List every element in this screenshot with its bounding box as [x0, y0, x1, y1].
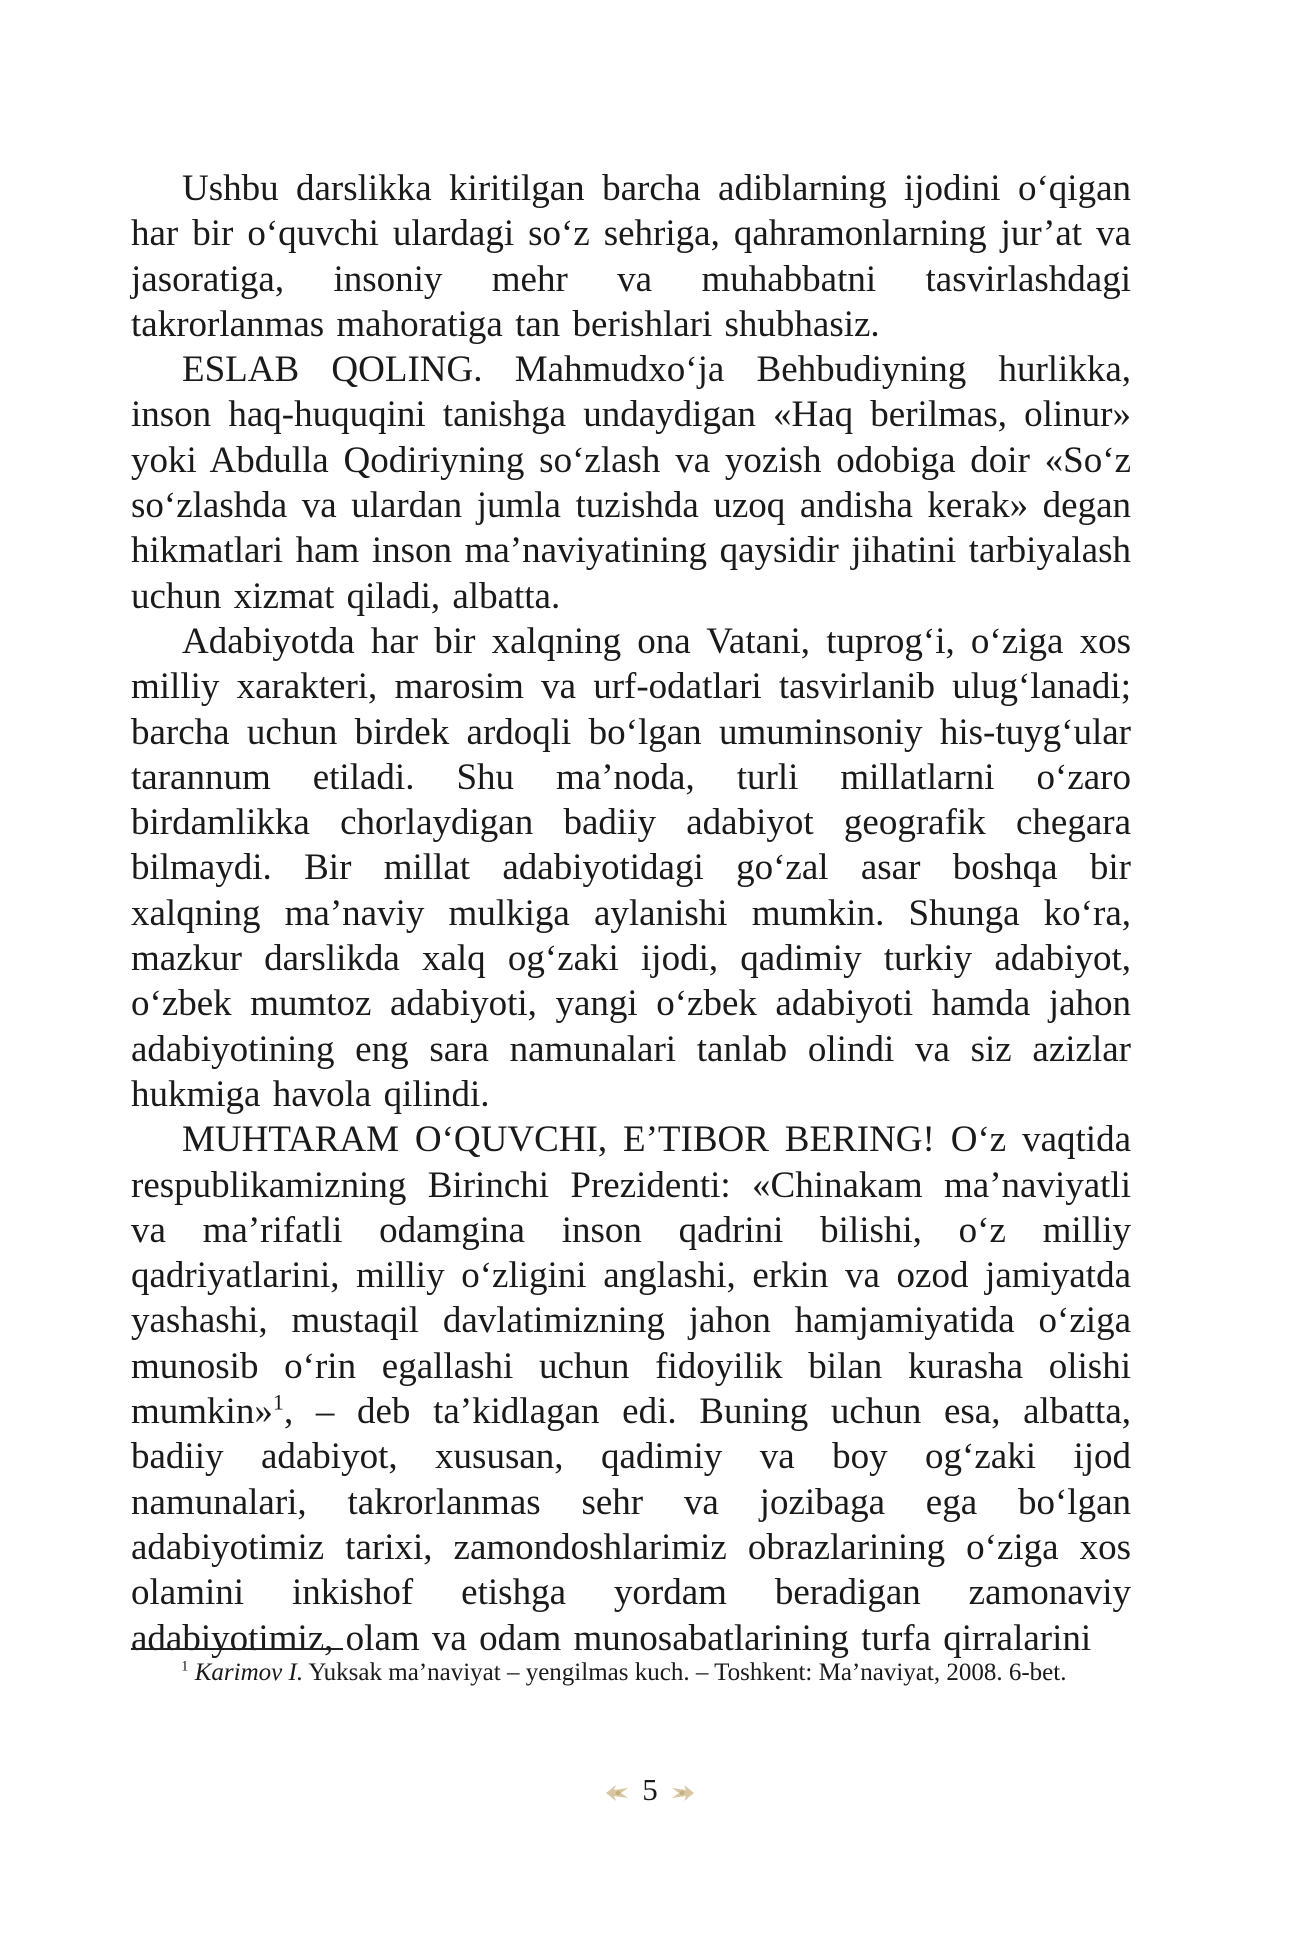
right-ornament-icon: [670, 1782, 696, 1804]
page-footer: [0, 1770, 1300, 1810]
footnote-author: Karimov I.: [194, 1659, 304, 1686]
page-number: 5: [642, 1772, 658, 1807]
paragraph-3: Adabiyotda har bir xalqning ona Vatani, tuprog‘i, o‘ziga xos milliy xarakteri, marosim va urf-odatlari tasvirlanib ulug‘lanadi; barcha uchun birdek ardoqli bo‘lgan umuminsoniy his-tuyg‘ular tarannum etiladi. Shu ma’noda, turli millatlarni o‘zaro birdamlikka chorlaydigan badiiy adabiyot geografik chegara bilmaydi. Bir millat adabiyotidagi go‘zal asar boshqa bir xalqning ma’naviy mulkiga aylanishi mumkin. Shunga ko‘ra, mazkur darslikda xalq og‘zaki ijodi, qadimiy turkiy adabiyot, o‘zbek mumtoz adabiyoti, yangi o‘zbek adabiyoti hamda jahon adabiyotining eng sara namunalari tanlab olindi va siz azizlar hukmiga havola qilindi.: [131, 620, 1131, 1115]
left-ornament-icon: [604, 1782, 630, 1804]
paragraph-4: [131, 1117, 1131, 1661]
footnote-mark: 1: [181, 1658, 189, 1675]
footnote: [131, 1655, 1131, 1691]
page-body: [131, 166, 1131, 1661]
paragraph-4-before-ref: MUHTARAM O‘QUVCHI, E’TIBOR BERING! O‘z vaqtida respublikamizning Birinchi Prezidenti: «Chinakam ma’naviyatli va ma’rifatli odamgina inson qadrini bilishi, o‘z milliy qadriyatlarini, milliy o‘zligini anglashi, erkin va ozod jamiyatda yashashi, mustaqil davlatimizning jahon hamjamiyatida o‘ziga munosib o‘rin egallashi uchun fidoyilik bilan kurasha olishi mumkin»: [131, 1119, 1131, 1433]
footnote-text: Yuksak ma’naviyat – yengilmas kuch. – Toshkent: Ma’naviyat, 2008. 6-bet.: [303, 1659, 1067, 1686]
paragraph-1: Ushbu darslikka kiritilgan barcha adiblarning ijodini o‘qigan har bir o‘quvchi ulardagi so‘z sehriga, qahramonlarning jur’at va jasoratiga, insoniy mehr va muhabbatni tasvirlashdagi takrorlanmas mahoratiga tan berishlari shubhasiz.: [131, 168, 1131, 345]
paragraph-4-after-ref: , – deb ta’kidlagan edi. Buning uchun esa, albatta, badiiy adabiyot, xususan, qadimiy va boy og‘zaki ijod namunalari, takrorlanmas sehr va jozibaga ega bo‘lgan adabiyotimiz tarixi, zamondoshlarimiz obrazlarining o‘ziga xos olamini inkishof etishga yordam beradigan zamonaviy adabiyotimiz, olam va odam munosabatlarining turfa qirralarini: [131, 1391, 1131, 1659]
paragraph-2: ESLAB QOLING. Mahmudxo‘ja Behbudiyning hurlikka, inson haq-huquqini tanishga undaydigan «Haq berilmas, olinur» yoki Abdulla Qodiriyning so‘zlash va yozish odobiga doir «So‘z so‘zlashda va ulardan jumla tuzishda uzoq andisha kerak» degan hikmatlari ham inson ma’naviyatining qaysidir jihatini tarbiyalash uchun xizmat qiladi, albatta.: [131, 349, 1131, 617]
footnote-divider: [131, 1648, 343, 1650]
footnote-ref-mark[interactable]: 1: [272, 1389, 284, 1415]
